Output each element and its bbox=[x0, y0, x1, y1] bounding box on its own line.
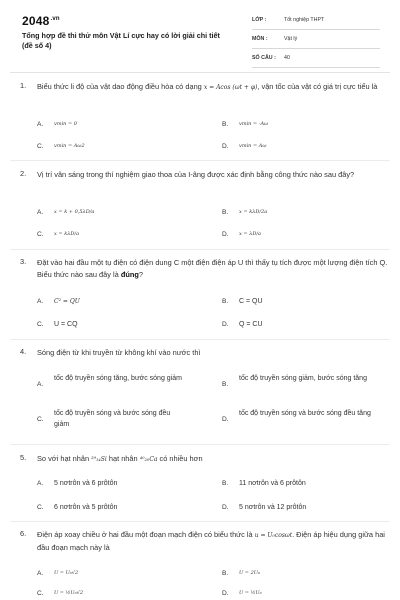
question-2: 2. Vị trí vân sáng trong thí nghiệm giao thoa của I-âng được xác định bằng công thức nào sau đây? A. x = k + 0,5λD/a B. x = kλD/2a C. x = kλD/a D. x = λD/a bbox=[10, 169, 390, 249]
question-number: 5. bbox=[20, 453, 27, 462]
question-number: 4. bbox=[20, 347, 27, 356]
question-text: Sóng điện từ khi truyền từ không khí vào nước thì bbox=[37, 348, 201, 357]
meta-value: 40 bbox=[284, 55, 290, 61]
question-number: 1. bbox=[20, 81, 27, 90]
exam-meta bbox=[252, 14, 380, 71]
meta-row-class bbox=[252, 14, 380, 30]
question-text: Vị trí vân sáng trong thí nghiệm giao thoa của I-âng được xác định bằng công thức nào sau đây? bbox=[37, 170, 355, 179]
question-text: So với hạt nhân ²⁹₁₄Si hạt nhân ⁴⁰₂₀Ca có nhiều hơn bbox=[37, 454, 203, 463]
question-divider bbox=[10, 249, 390, 250]
question-divider bbox=[10, 160, 390, 161]
question-text: Điện áp xoay chiều ở hai đầu một đoạn mạch điện có biểu thức là u = U₀cosωt. Điện áp hiệu dụng giữa hai đầu đoạn mạch này là bbox=[37, 530, 385, 552]
question-text: Đặt vào hai đầu một tụ điện có điện dung C một điện điện áp U thì thấy tụ tích được một lượng điện tích Q. Biểu thức nào sau đây là đúng? bbox=[37, 258, 388, 279]
header-divider bbox=[10, 72, 390, 73]
question-number: 2. bbox=[20, 169, 27, 178]
question-divider bbox=[10, 339, 390, 340]
meta-value: Vật lý bbox=[284, 36, 298, 42]
question-number: 6. bbox=[20, 529, 27, 538]
question-divider bbox=[10, 521, 390, 522]
question-3: 3. Đặt vào hai đầu một tụ điện có điện dung C một điện điện áp U thì thấy tụ tích được một lượng điện tích Q. Biểu thức nào sau đây là đúng? A. C² = QU B. C = QU C. U = CQ D. Q = CU bbox=[20, 257, 388, 328]
meta-label: SỐ CÂU : bbox=[252, 55, 276, 61]
question-divider bbox=[10, 444, 390, 445]
meta-label: LỚP : bbox=[252, 17, 267, 23]
question-1: 1. Biểu thức li độ của vật dao động điều hòa có dạng x = Acos (ωt + φ), vận tốc của vật có giá trị cực tiểu là A. vmin = 0 B. vmin = -Aω C. vmin = Aω2 D. vmin = Aω bbox=[10, 81, 390, 163]
question-text: Biểu thức li độ của vật dao động điều hòa có dạng x = Acos (ωt + φ), vận tốc của vật có giá trị cực tiểu là bbox=[37, 82, 378, 91]
question-6: 6. Điện áp xoay chiều ở hai đầu một đoạn mạch điện có biểu thức là u = U₀cosωt. Điện áp hiệu dụng giữa hai đầu đoạn mạch này là A. U = U₀√2 B. U = 2U₀ C. U = ½U₀√2 D. U = ½U₀ bbox=[10, 529, 390, 600]
page-header bbox=[0, 0, 400, 68]
meta-row-subject bbox=[252, 33, 380, 49]
meta-label: MÔN : bbox=[252, 36, 268, 42]
document-title: Tổng hợp đề thi thử môn Vật Lí cực hay có lời giải chi tiết (đề số 4) bbox=[22, 31, 220, 50]
site-logo[interactable]: $2048^{.vn}$ bbox=[22, 14, 60, 28]
question-5: 5. So với hạt nhân ²⁹₁₄Si hạt nhân ⁴⁰₂₀Ca có nhiều hơn A. 5 nơtrôn và 6 prôtôn B. 11 nơtrôn và 6 prôtôn C. 6 nơtrôn và 5 prôtôn D. 5 nơtrôn và 12 prôtôn bbox=[10, 453, 390, 521]
meta-value: Tốt nghiệp THPT bbox=[284, 17, 325, 23]
meta-row-count bbox=[252, 52, 380, 68]
question-4: 4. Sóng điện từ khi truyền từ không khí vào nước thì A. tốc độ truyền sóng tăng, bước sóng giảm B. tốc độ truyền sóng giảm, bước sóng tăng C. tốc độ truyền sóng và bước sóng đều giảm D. tốc độ truyền sóng và bước sóng đều tăng bbox=[10, 347, 390, 443]
question-number: 3. bbox=[20, 257, 27, 266]
